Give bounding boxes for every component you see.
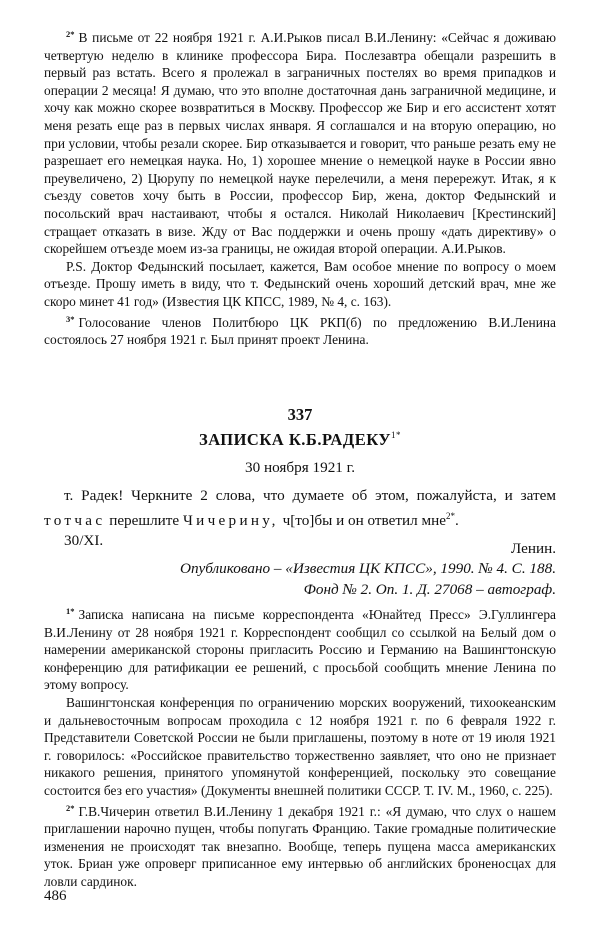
- footnote-washington-conference: Вашингтонская конференция по ограничению морских вооружений, тихоокеанским и дальневосточным вопросам проходила с 12 ноября 1921 г. по 6 февраля 1922 г. Представители Советской России не были приглашены, поэтому в ноте от 19 июля 1921 г. говорилось: «Российское правительство торжественно заявляет, что оно не признает никакого решения, принятого упомянутой конференцией, поскольку это совещание состоится без его участия» (Документы внешней политики СССР. Т. IV. М., 1960, с. 225).: [44, 694, 556, 798]
- document-title: ЗАПИСКА $К.Б.РАДЕКУ^{1*}$: [199, 430, 401, 449]
- footnote-3-politburo-vote: $^{3*}$ Голосование членов Политбюро ЦК РКП(б) по предложению В.И.Ленина состоялось 27 ноября 1921 г. Был принят проект Ленина.: [44, 313, 556, 348]
- note-short-date: 30/XI.: [64, 532, 104, 549]
- signature: Ленин.: [510, 540, 556, 557]
- archive-line: Фонд № 2. Оп. 1. Д. 27068 – автограф.: [303, 581, 556, 598]
- document-number: 337: [287, 405, 313, 424]
- footnote-mark: 2*: [66, 802, 75, 813]
- publication-line: Опубликовано – «Известия ЦК КПСС», 1990. № 4. С. 188.: [179, 560, 556, 577]
- footnote-2-rykov-letter: $^{2*}$ В письме от 22 ноября 1921 г. А.И.Рыков писал В.И.Ленину: «Сейчас я доживаю четвертую неделю в клинике профессора Бира. Послезавтра обещали разрешить в первый раз встать. Всего я пролежал в заграничных постелях во время припадков и операции 2 месяца! Я думаю, что это вполне достаточная дань заграничной медицине, и хочу как можно скорее возвратиться в Москву. Профессор же Бир и его ассистент хотят меня резать еще раз в первых числах января. Я соглашался и на вторую операцию, но при условии, чтобы резали скорее. Бир отказывается и говорит, что раньше резать ему не разрешает его немецкая наука. Но, 1) хорошее мнение о немецкой науке в России явно преувеличено, 2) Цюрупу по немецкой науке перелечили, а меня перережут. Итак, я к съезду советов хочу быть в России, профессор Бир, жена, доктор Федынский и посольский врач настаивают, чтобы я остался. Николай Николаевич [Крестинский] стращает отказать в визе. Жду от Вас поддержки и очень прошу «дать директиву» о скорейшем отъезде моем из-за границы, не ожидая второй операции. А.И.Рыков.: [44, 29, 556, 257]
- spaced-word: Чичерину,: [182, 512, 279, 529]
- footnote-1-gullinger: $^{1*}$ Записка написана на письме корреспондента «Юнайтед Пресс» Э.Гуллингера В.И.Ленину от 28 ноября 1921 г. Корреспондент сообщил со ссылкой на Белый дом о намерении американской стороны пригласить Россию и Германию на Вашингтонскую конференцию для ратификации ее решений, с просьбой сообщить мнение Ленина по этому вопросу.: [44, 606, 556, 693]
- title-footnote-mark: 1*: [390, 430, 401, 440]
- document-date: 30 ноября 1921 г.: [245, 459, 355, 476]
- footnote-mark: 3*: [66, 313, 75, 324]
- footnotes-top: [44, 26, 556, 349]
- footnote-postscript: P.S. Доктор Федынский посылает, кажется, Вам особое мнение по вопросу о моем отъезде. Прошу иметь в виду, что т. Федынский очень хороший детский врач, мне же скоро минет 41 год» (Известия ЦК КПСС, 1989, № 4, с. 163).: [44, 258, 556, 309]
- page-number: 486: [44, 888, 67, 904]
- spaced-word: тотчас: [44, 512, 106, 529]
- footnote-2-chicherin-reply: $^{2*}$ Г.В.Чичерин ответил В.И.Ленину 1 декабря 1921 г.: «Я думаю, что слух о нашем приглашении нарочно пущен, чтобы попугать Францию. Такие громадные политические изменения не происходят так внезапно. Вообще, теперь пущена масса американских уток. Бриан уже опроверг приписанное ему интервью об английских броненосцах для ловли сардинок.: [44, 802, 556, 889]
- footnotes-bottom: [44, 603, 556, 891]
- body-footnote-mark: 2*: [446, 511, 455, 521]
- footnote-mark: 2*: [66, 29, 75, 39]
- footnote-mark: 1*: [66, 606, 75, 616]
- note-text: т. Радек! Черкните 2 слова, что думаете об этом, пожалуйста, и затем тотчас перешлите Чичерину, ч[то]бы и он ответил мне$^{2*}$.: [44, 487, 556, 529]
